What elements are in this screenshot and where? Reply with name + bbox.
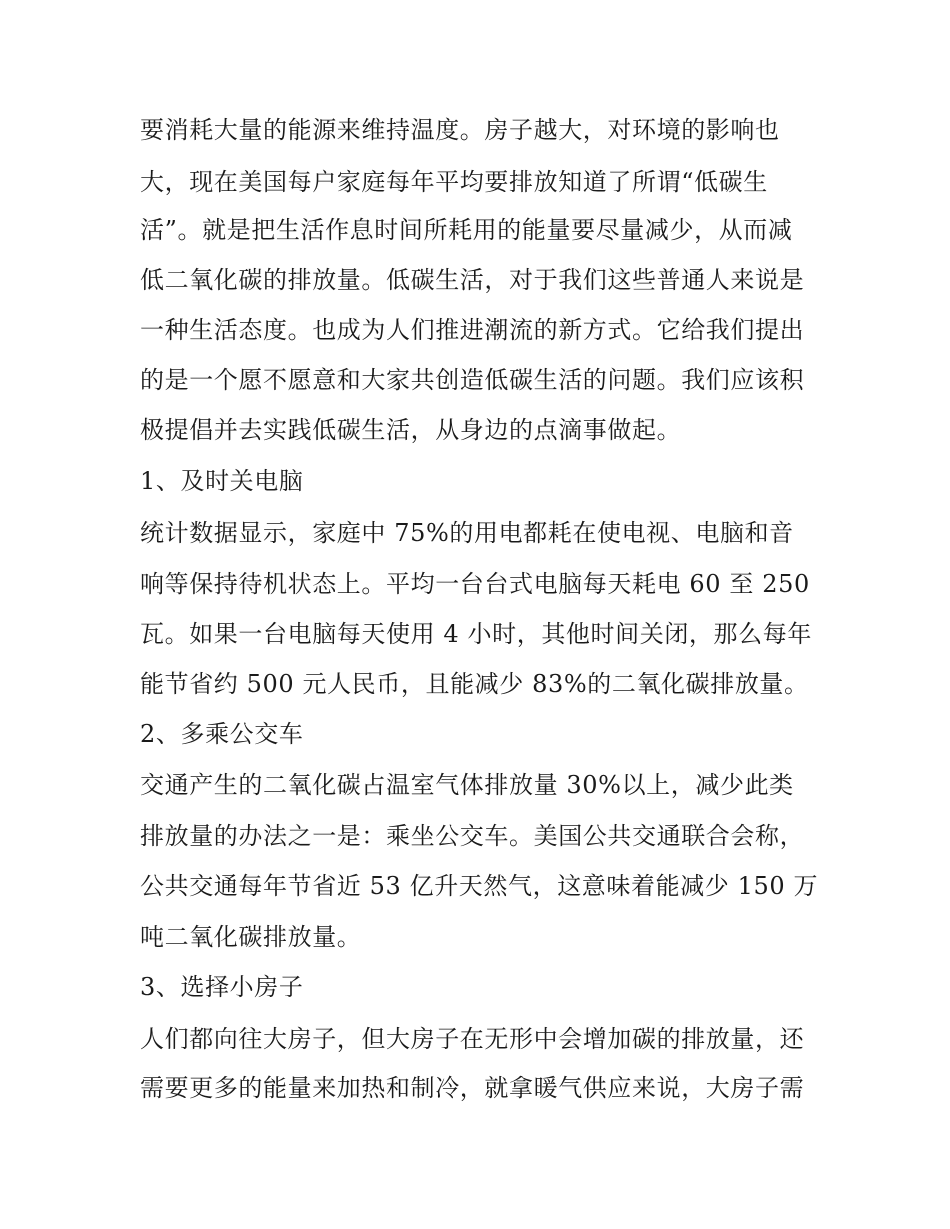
paragraph-line: 能节省约 500 元人民币，且能减少 83%的二氧化碳排放量。 [140,670,809,698]
paragraph-line: 人们都向往大房子，但大房子在无形中会增加碳的排放量，还 [140,1025,805,1053]
paragraph-line: 大，现在美国每户家庭每年平均要排放知道了所谓“低碳生 [140,168,768,196]
section-heading: 3、选择小房子 [140,973,304,1001]
section-heading: 2、多乘公交车 [140,720,304,748]
paragraph-line: 的是一个愿不愿意和大家共创造低碳生活的问题。我们应该积 [140,366,805,394]
paragraph-line: 响等保持待机状态上。平均一台台式电脑每天耗电 60 至 250 [140,570,810,598]
paragraph-line: 排放量的办法之一是：乘坐公交车。美国公共交通联合会称， [140,822,805,850]
paragraph-line: 活”。就是把生活作息时间所耗用的能量要尽量减少，从而减 [140,216,793,244]
paragraph-line: 要消耗大量的能源来维持温度。房子越大，对环境的影响也 [140,116,780,144]
paragraph-line: 公共交通每年节省近 53 亿升天然气，这意味着能减少 150 万 [140,872,819,900]
paragraph-line: 统计数据显示，家庭中 75%的用电都耗在使电视、电脑和音 [140,519,794,547]
section-heading: 1、及时关电脑 [140,467,304,495]
paragraph-line: 交通产生的二氧化碳占温室气体排放量 30%以上，减少此类 [140,771,794,799]
paragraph-line: 一种生活态度。也成为人们推进潮流的新方式。它给我们提出 [140,316,805,344]
paragraph-line: 瓦。如果一台电脑每天使用 4 小时，其他时间关闭，那么每年 [140,620,812,648]
paragraph-line: 需要更多的能量来加热和制冷，就拿暖气供应来说，大房子需 [140,1074,805,1102]
paragraph-line: 极提倡并去实践低碳生活，从身边的点滴事做起。 [140,416,682,444]
paragraph-line: 吨二氧化碳排放量。 [140,923,362,951]
paragraph-line: 低二氧化碳的排放量。低碳生活，对于我们这些普通人来说是 [140,266,805,294]
